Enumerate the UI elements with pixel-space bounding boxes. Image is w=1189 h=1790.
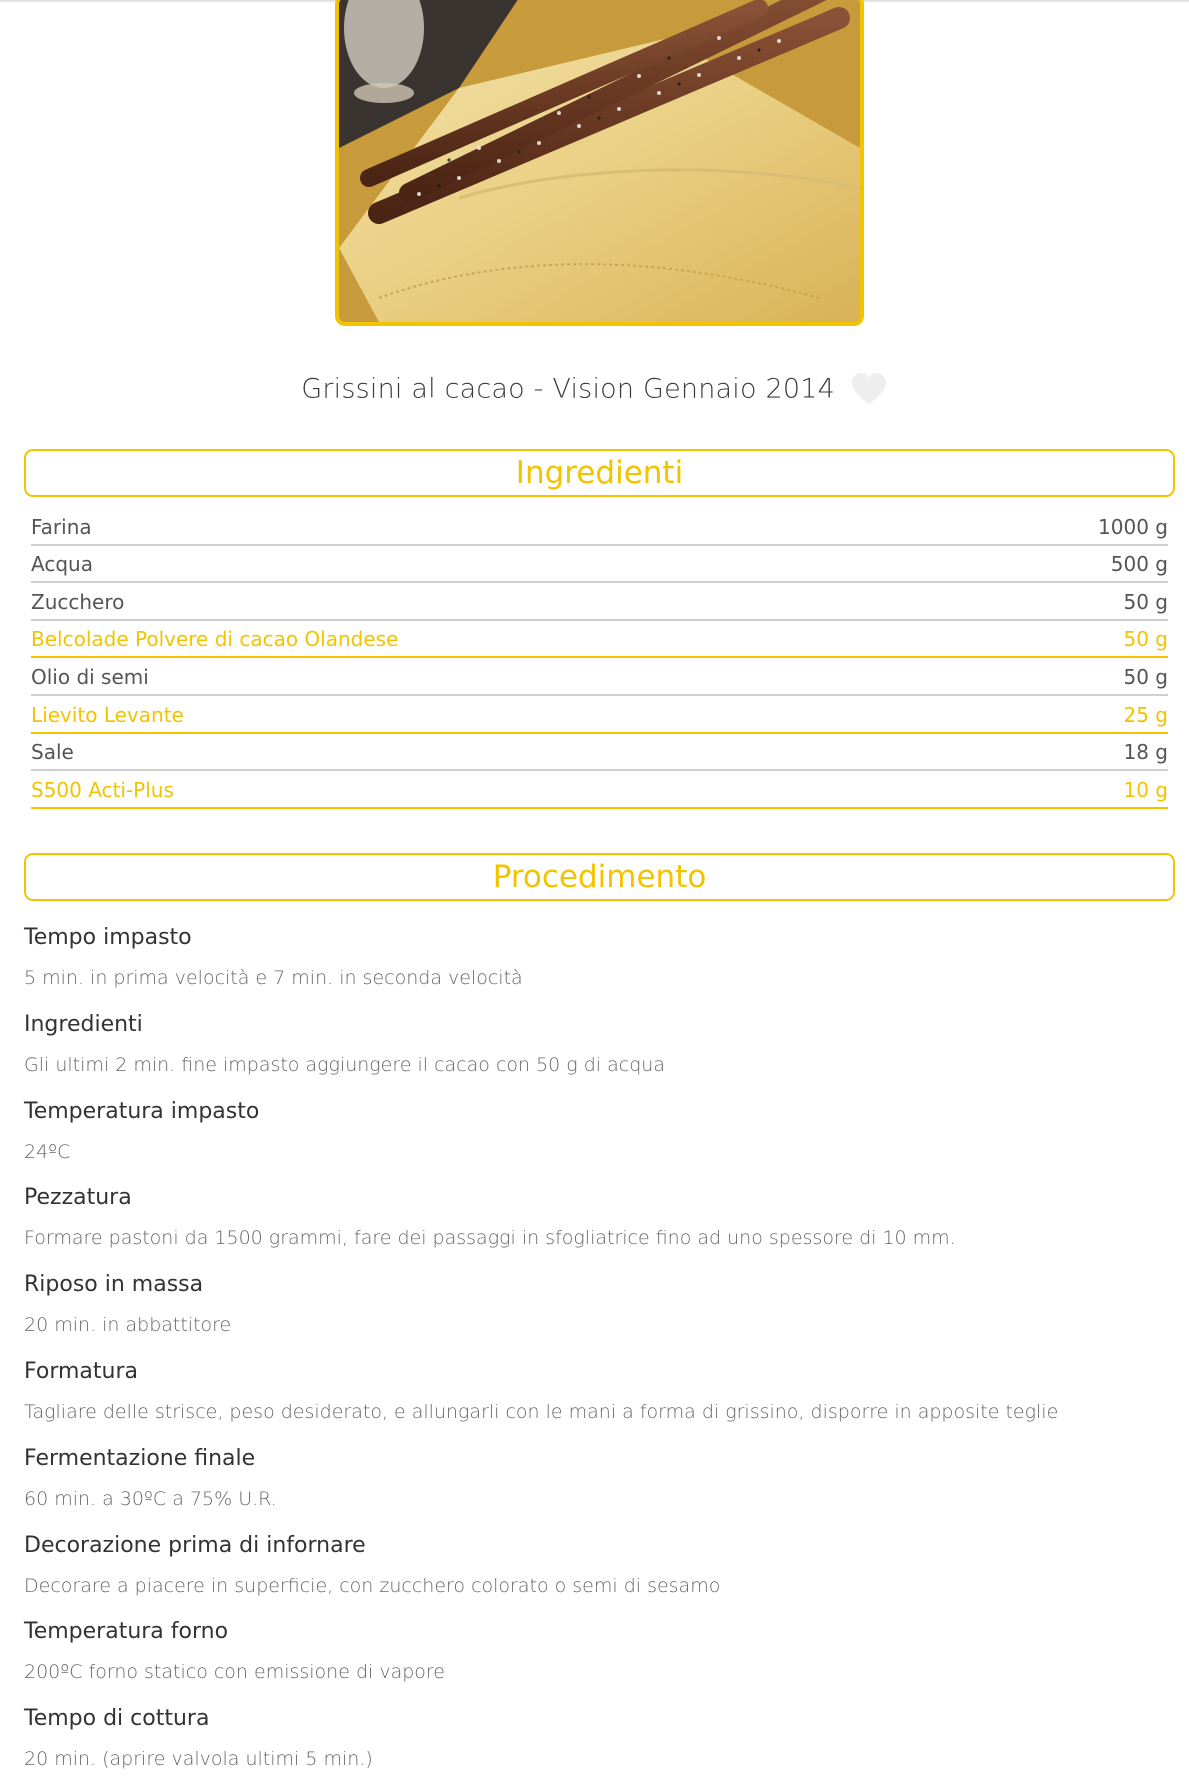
step-title: Ingredienti — [24, 1011, 143, 1037]
ingredients-list — [31, 508, 1168, 809]
ingredient-row-link[interactable] — [31, 696, 1168, 734]
ingredient-name: Farina — [31, 514, 92, 539]
ingredient-qty: 1000 g — [1098, 514, 1168, 539]
step-text: 20 min. in abbattitore — [24, 1314, 232, 1337]
ingredient-name: Olio di semi — [31, 664, 149, 689]
step-text: 60 min. a 30ºC a 75% U.R. — [24, 1487, 277, 1510]
ingredient-name: Sale — [31, 740, 74, 765]
procedure-step — [24, 918, 1164, 1005]
ingredient-qty: 50 g — [1123, 664, 1168, 689]
ingredient-qty: 10 g — [1123, 777, 1168, 802]
procedure-steps — [24, 918, 1164, 1786]
procedure-step — [24, 1352, 1164, 1439]
step-text: 20 min. (aprire valvola ultimi 5 min.) — [24, 1748, 373, 1771]
step-title: Pezzatura — [24, 1185, 132, 1211]
procedure-header: Procedimento — [24, 853, 1175, 901]
procedure-step — [24, 1265, 1164, 1352]
step-title: Tempo impasto — [24, 925, 192, 950]
ingredient-name: Zucchero — [31, 589, 125, 614]
procedure-step — [24, 1612, 1164, 1699]
ingredient-qty: 500 g — [1110, 552, 1168, 577]
recipe-photo — [335, 0, 864, 326]
step-text: 200ºC forno statico con emissione di vapore — [24, 1661, 445, 1684]
ingredient-row-link[interactable] — [31, 771, 1168, 809]
step-text: Formare pastoni da 1500 grammi, fare dei passaggi in sfogliatrice fino ad uno spessore di 10 mm. — [24, 1227, 956, 1250]
procedure-step — [24, 1092, 1164, 1179]
recipe-title: Grissini al cacao - Vision Gennaio 2014 — [301, 373, 835, 405]
ingredient-qty: 50 g — [1123, 589, 1168, 614]
step-title: Temperatura forno — [24, 1619, 229, 1645]
ingredient-qty: 18 g — [1123, 740, 1168, 765]
step-title: Riposo in massa — [24, 1272, 204, 1298]
ingredient-name-link[interactable]: S500 Acti-Plus — [31, 777, 174, 802]
grissini-image — [339, 0, 860, 322]
heart-icon[interactable] — [850, 372, 888, 406]
ingredient-qty: 25 g — [1123, 702, 1168, 727]
step-title: Temperatura impasto — [24, 1098, 260, 1124]
ingredient-name: Acqua — [31, 552, 93, 577]
ingredient-row — [31, 734, 1168, 772]
step-text: 5 min. in prima velocità e 7 min. in seconda velocità — [24, 967, 523, 989]
ingredient-name-link[interactable]: Belcolade Polvere di cacao Olandese — [31, 627, 399, 652]
procedure-step — [24, 1005, 1164, 1092]
step-title: Fermentazione finale — [24, 1445, 256, 1471]
step-title: Decorazione prima di infornare — [24, 1532, 366, 1558]
ingredient-row — [31, 508, 1168, 546]
procedure-step — [24, 1178, 1164, 1265]
recipe-title-row — [0, 372, 1189, 406]
ingredient-row — [31, 658, 1168, 696]
ingredient-row — [31, 583, 1168, 621]
step-text: Gli ultimi 2 min. fine impasto aggiungere il cacao con 50 g di acqua — [24, 1053, 665, 1076]
procedure-step — [24, 1526, 1164, 1613]
step-text: 24ºC — [24, 1140, 71, 1163]
procedure-step — [24, 1699, 1164, 1786]
ingredient-name-link[interactable]: Lievito Levante — [31, 702, 184, 727]
procedure-step — [24, 1439, 1164, 1526]
step-text: Decorare a piacere in superficie, con zucchero colorato o semi di sesamo — [24, 1574, 721, 1597]
step-text: Tagliare delle strisce, peso desiderato, e allungarli con le mani a forma di grissino, disporre in apposite teglie — [24, 1400, 1059, 1423]
step-title: Tempo di cottura — [24, 1706, 210, 1732]
step-title: Formatura — [24, 1358, 138, 1384]
ingredient-qty: 50 g — [1123, 627, 1168, 652]
ingredient-row — [31, 546, 1168, 584]
ingredient-row-link[interactable] — [31, 621, 1168, 659]
ingredients-header: Ingredienti — [24, 449, 1175, 497]
